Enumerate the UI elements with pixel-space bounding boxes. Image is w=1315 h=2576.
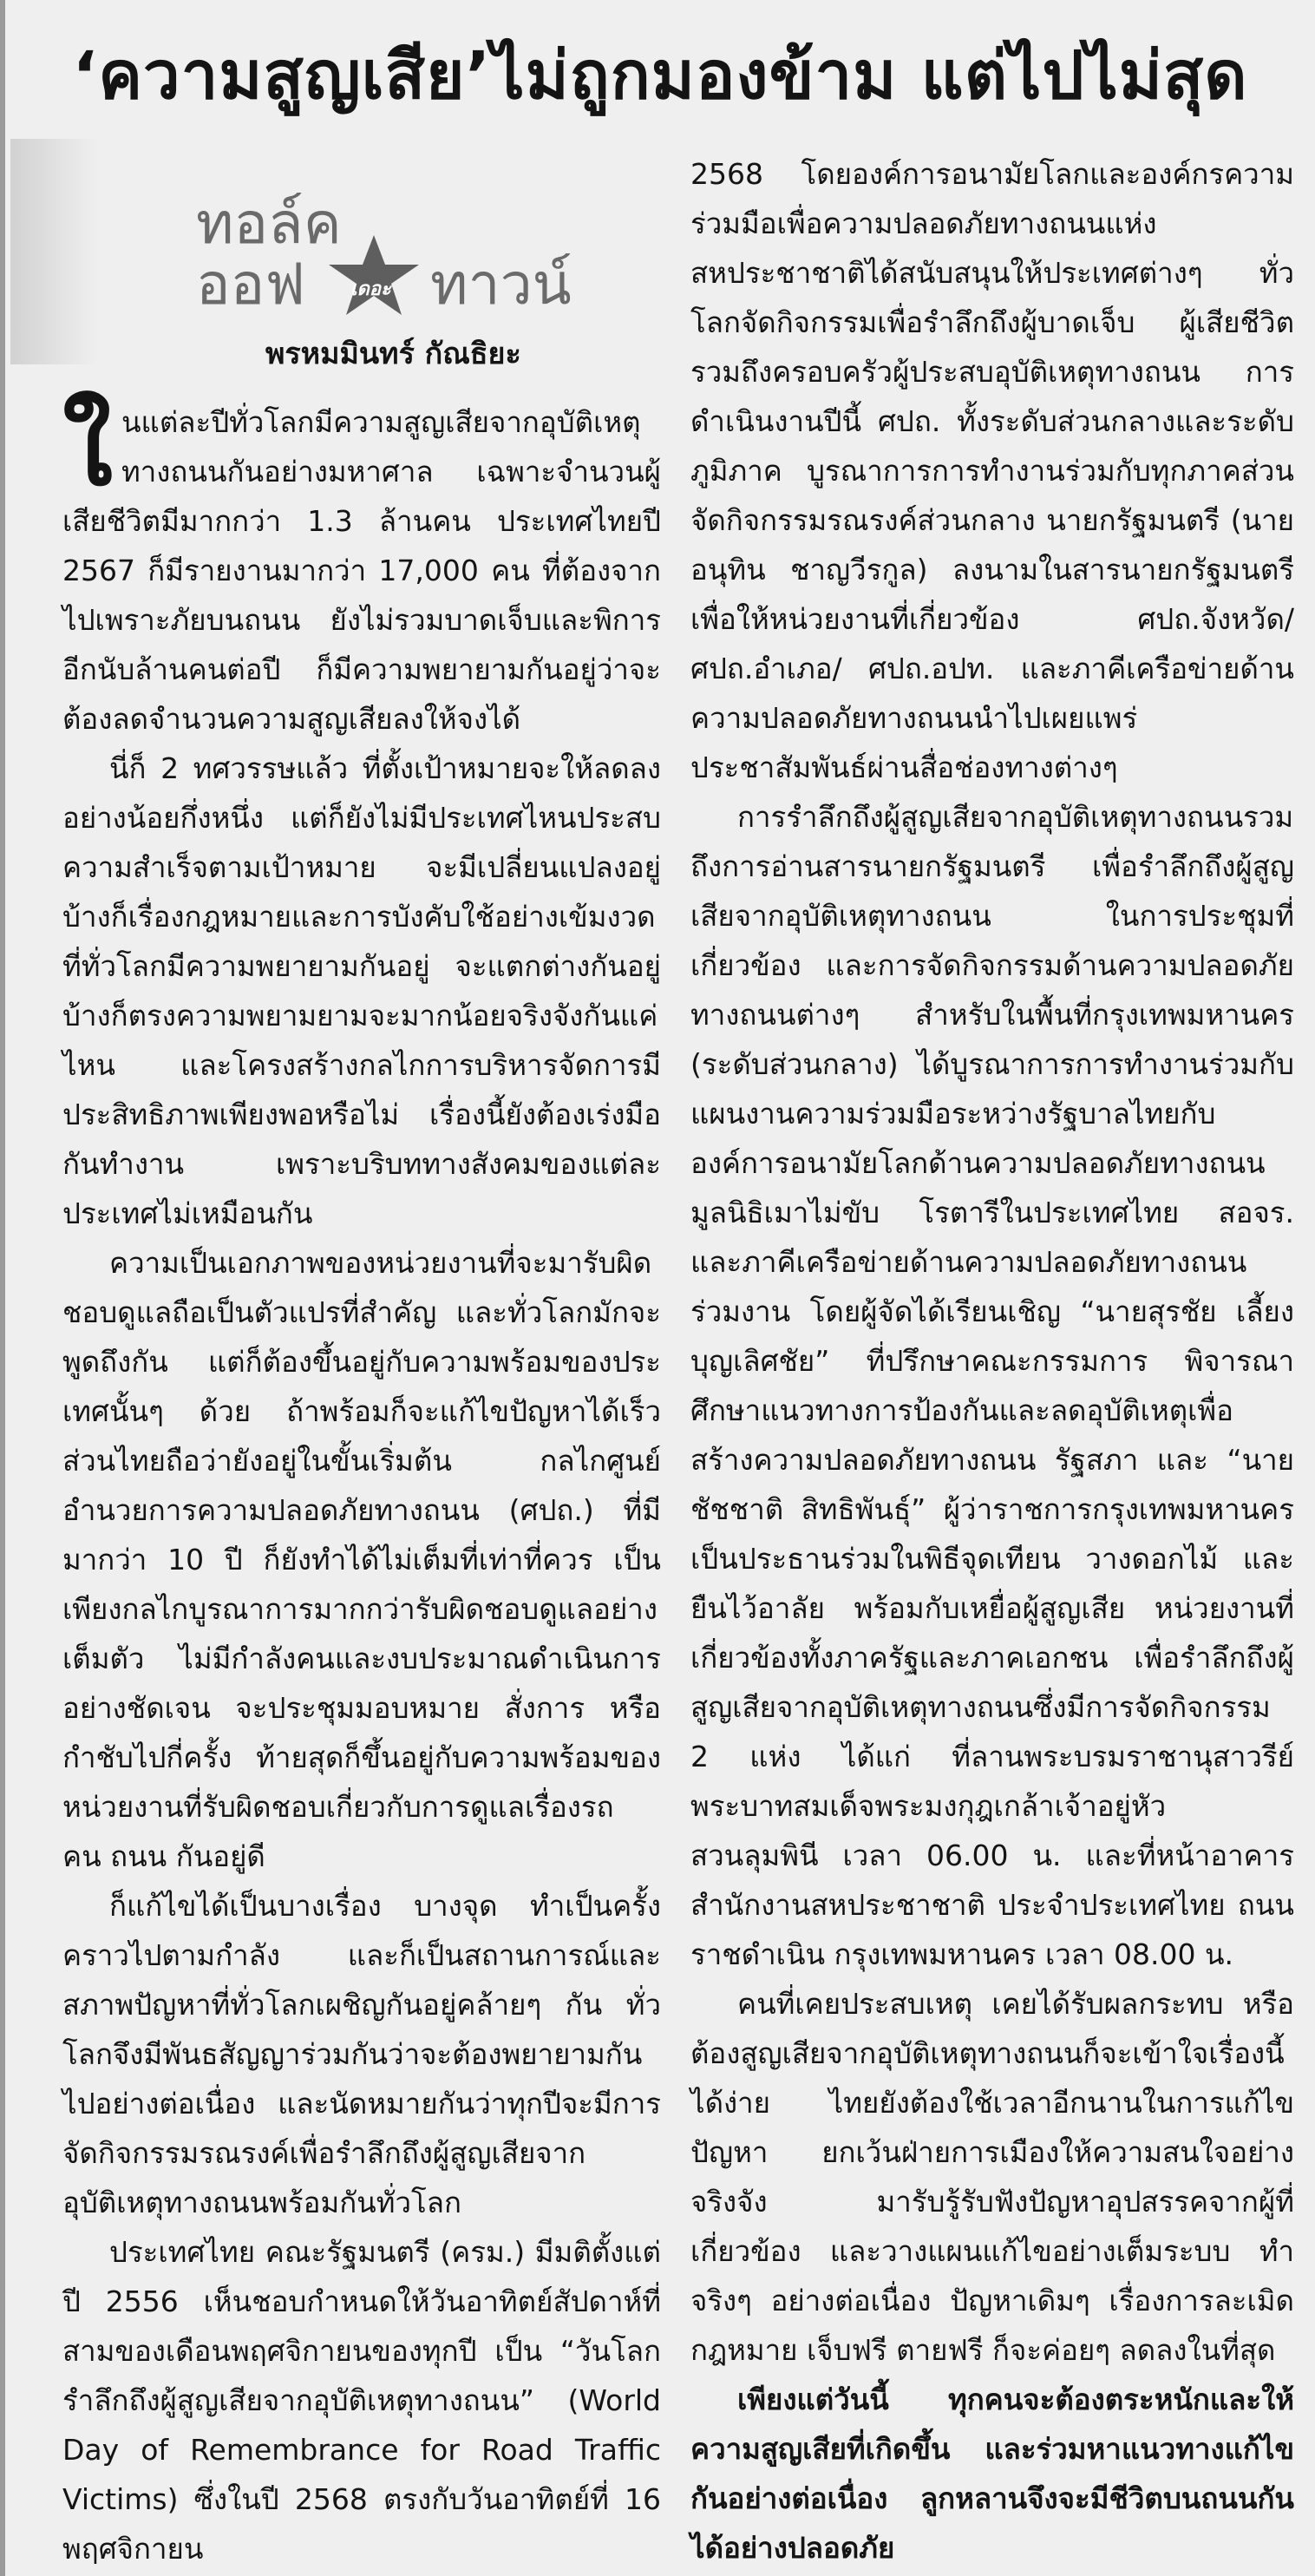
paragraph: การรำลึกถึงผู้สูญเสียจากอุบัติเหตุทางถนนรวมถึงการอ่านสารนายกรัฐมนตรี เพื่อรำลึกถึงผู้สูญเสียจากอุบัติเหตุทางถนน ในการประชุมที่เกี่ยวข้อง และการจัดกิจกรรมด้านความปลอดภัยทางถนนต่างๆ สำหรับในพื้นที่กรุงเทพมหานคร (ระดับส่วนกลาง) ได้บูรณาการการทำงานร่วมกับแผนงานความร่วมมือระหว่างรัฐบาลไทยกับองค์การอนามัยโลกด้านความปลอดภัยทางถนน มูลนิธิเมาไม่ขับ โรตารีในประเทศไทย สอจร. และภาคีเครือข่ายด้านความปลอดภัยทางถนน ร่วมงาน โดยผู้จัดได้เรียนเชิญ “นายสุรชัย เลี้ยงบุญเลิศชัย” ที่ปรึกษาคณะกรรมการ พิจารณาศึกษาแนวทางการป้องกันและลดอุบัติเหตุเพื่อสร้างความปลอดภัยทางถนน รัฐสภา และ “นายชัชชาติ สิทธิพันธุ์” ผู้ว่าราชการกรุงเทพมหานคร เป็นประธานร่วมในพิธีจุดเทียน วางดอกไม้ และยืนไว้อาลัย พร้อมกับเหยื่อผู้สูญเสีย หน่วยงานที่เกี่ยวข้องทั้งภาครัฐและภาคเอกชน เพื่อรำลึกถึงผู้สูญเสียจากอุบัติเหตุทางถนนซึ่งมีการจัดกิจกรรม 2 แห่ง ได้แก่ ที่ลานพระบรมราชานุสาวรีย์พระบาทสมเด็จพระมงกุฎเกล้าเจ้าอยู่หัว สวนลุมพินี เวลา 06.00 น. และที่หน้าอาคารสำนักงานสหประชาชาติ ประจำประเทศไทย ถนนราชดำเนิน กรุงเทพมหานคร เวลา 08.00 น. [690, 800, 1294, 1971]
drop-cap: ใ [62, 389, 113, 508]
scan-shadow [10, 139, 97, 364]
paragraph: นี่ก็ 2 ทศวรรษแล้ว ที่ตั้งเป้าหมายจะให้ลดลงอย่างน้อยกึ่งหนึ่ง แต่ก็ยังไม่มีประเทศไหนประสบความสำเร็จตามเป้าหมาย จะมีเปลี่ยนแปลงอยู่บ้างก็เรื่องกฎหมายและการบังคับใช้อย่างเข้มงวดที่ทั่วโลกมีความพยายามกันอยู่ จะแตกต่างกันอยู่บ้างก็ตรงความพยามยามจะมากน้อยจริงจังกันแค่ไหน และโครงสร้างกลไกการบริหารจัดการมีประสิทธิภาพเพียงพอหรือไม่ เรื่องนี้ยังต้องเร่งมือกันทำงาน เพราะบริบททางสังคมของแต่ละประเทศไม่เหมือนกัน [62, 751, 661, 1230]
paragraph: 2568 โดยองค์การอนามัยโลกและองค์กรความร่วมมือเพื่อความปลอดภัยทางถนนแห่งสหประชาชาติได้สนับสนุนให้ประเทศต่างๆ ทั่วโลกจัดกิจกรรมเพื่อรำลึกถึงผู้บาดเจ็บ ผู้เสียชีวิต รวมถึงครอบครัวผู้ประสบอุบัติเหตุทางถนน การดำเนินงานปีนี้ ศปถ. ทั้งระดับส่วนกลางและระดับภูมิภาค บูรณาการการทำงานร่วมกับทุกภาคส่วนจัดกิจกรรมรณรงค์ส่วนกลาง นายกรัฐมนตรี (นายอนุทิน ชาญวีรกูล) ลงนามในสารนายกรัฐมนตรี เพื่อให้หน่วยงานที่เกี่ยวข้อง ศปถ.จังหวัด/ ศปถ.อำเภอ/ ศปถ.อปท. และภาคีเครือข่ายด้านความปลอดภัยทางถนนนำไปเผยแพร่ประชาสัมพันธ์ผ่านสื่อช่องทางต่างๆ [690, 157, 1294, 784]
right-column [690, 149, 1294, 2573]
paragraph: ประเทศไทย คณะรัฐมนตรี (ครม.) มีมติตั้งแต่ปี 2556 เห็นชอบกำหนดให้วันอาทิตย์สัปดาห์ที่สามของเดือนพฤศจิกายนของทุกปี เป็น “วันโลกรำลึกถึงผู้สูญเสียจากอุบัติเหตุทางถนน” (World Day of Remembrance for Road Traffic Victims) ซึ่งในปี 2568 ตรงกับวันอาทิตย์ที่ 16 พฤศจิกายน [62, 2235, 661, 2566]
closing-paragraph: เพียงแต่วันนี้ ทุกคนจะต้องตระหนักและให้ความสูญเสียที่เกิดขึ้น และร่วมหาแนวทางแก้ไขกันอย่างต่อเนื่อง ลูกหลานจึงจะมีชีวิตบนถนนกันได้อย่างปลอดภัย [690, 2383, 1294, 2565]
paragraph [62, 389, 661, 744]
logo-line-talk: ทอล์ค [196, 190, 342, 257]
logo-star-text: เดอะ [350, 279, 391, 300]
paragraph-text: นแต่ละปีทั่วโลกมีความสูญเสียจากอุบัติเหตุทางถนนกันอย่างมหาศาล เฉพาะจำนวนผู้เสียชีวิตมีมากกว่า 1.3 ล้านคน ประเทศไทยปี 2567 ก็มีรายงานมากว่า 17,000 คน ที่ต้องจากไปเพราะภัยบนถนน ยังไม่รวมบาดเจ็บและพิการอีกนับล้านคนต่อปี ก็มีความพยายามกันอยู่ว่าจะต้องลดจำนวนความสูญเสียลงให้จงได้ [62, 405, 661, 736]
paragraph: คนที่เคยประสบเหตุ เคยได้รับผลกระทบ หรือต้องสูญเสียจากอุบัติเหตุทางถนนก็จะเข้าใจเรื่องนี้ได้ง่าย ไทยยังต้องใช้เวลาอีกนานในการแก้ไขปัญหา ยกเว้นฝ่ายการเมืองให้ความสนใจอย่างจริงจัง มารับรู้รับฟังปัญหาอุปสรรคจากผู้ที่เกี่ยวข้อง และวางแผนแก้ไขอย่างเต็มระบบ ทำจริงๆ อย่างต่อเนื่อง ปัญหาเดิมๆ เรื่องการละเมิดกฎหมาย เจ็บฟรี ตายฟรี ก็จะค่อยๆ ลดลงในที่สุด [690, 1987, 1294, 2367]
paragraph: ความเป็นเอกภาพของหน่วยงานที่จะมารับผิดชอบดูแลถือเป็นตัวแปรที่สำคัญ และทั่วโลกมักจะพูดถึงกัน แต่ก็ต้องขึ้นอยู่กับความพร้อมของประเทศนั้นๆ ด้วย ถ้าพร้อมก็จะแก้ไขปัญหาได้เร็ว ส่วนไทยถือว่ายังอยู่ในขั้นเริ่มต้น กลไกศูนย์อำนวยการความปลอดภัยทางถนน (ศปถ.) ที่มีมากว่า 10 ปี ก็ยังทำได้ไม่เต็มที่เท่าที่ควร เป็นเพียงกลไกบูรณาการมากกว่ารับผิดชอบดูแลอย่างเต็มตัว ไม่มีกำลังคนและงบประมาณดำเนินการอย่างชัดเจน จะประชุมมอบหมาย สั่งการ หรือกำชับไปกี่ครั้ง ท้ายสุดก็ขึ้นอยู่กับความพร้อมของหน่วยงานที่รับผิดชอบเกี่ยวกับการดูแลเรื่องรถ คน ถนน กันอยู่ดี [62, 1246, 661, 1873]
left-column [62, 389, 661, 2573]
paragraph: ก็แก้ไขได้เป็นบางเรื่อง บางจุด ทำเป็นครั้งคราวไปตามกำลัง และก็เป็นสถานการณ์และสภาพปัญหาที่ทั่วโลกเผชิญกันอยู่คล้ายๆ กัน ทั่วโลกจึงมีพันธสัญญาร่วมกันว่าจะต้องพยายามกันไปอย่างต่อเนื่อง และนัดหมายกันว่าทุกปีจะมีการจัดกิจกรรมรณรงค์เพื่อรำลึกถึงผู้สูญเสียจากอุบัติเหตุทางถนนพร้อมกันทั่วโลก [62, 1889, 661, 2219]
column-logo [135, 178, 572, 325]
headline: ‘ความสูญเสีย’ไม่ถูกมองข้าม แต่ไปไม่สุด [72, 36, 1248, 114]
author-byline: พรหมมินทร์ กัณธิยะ [265, 337, 521, 371]
logo-line-off: ออฟ [196, 251, 306, 318]
logo-line-town: ทาวน์ [430, 251, 572, 318]
